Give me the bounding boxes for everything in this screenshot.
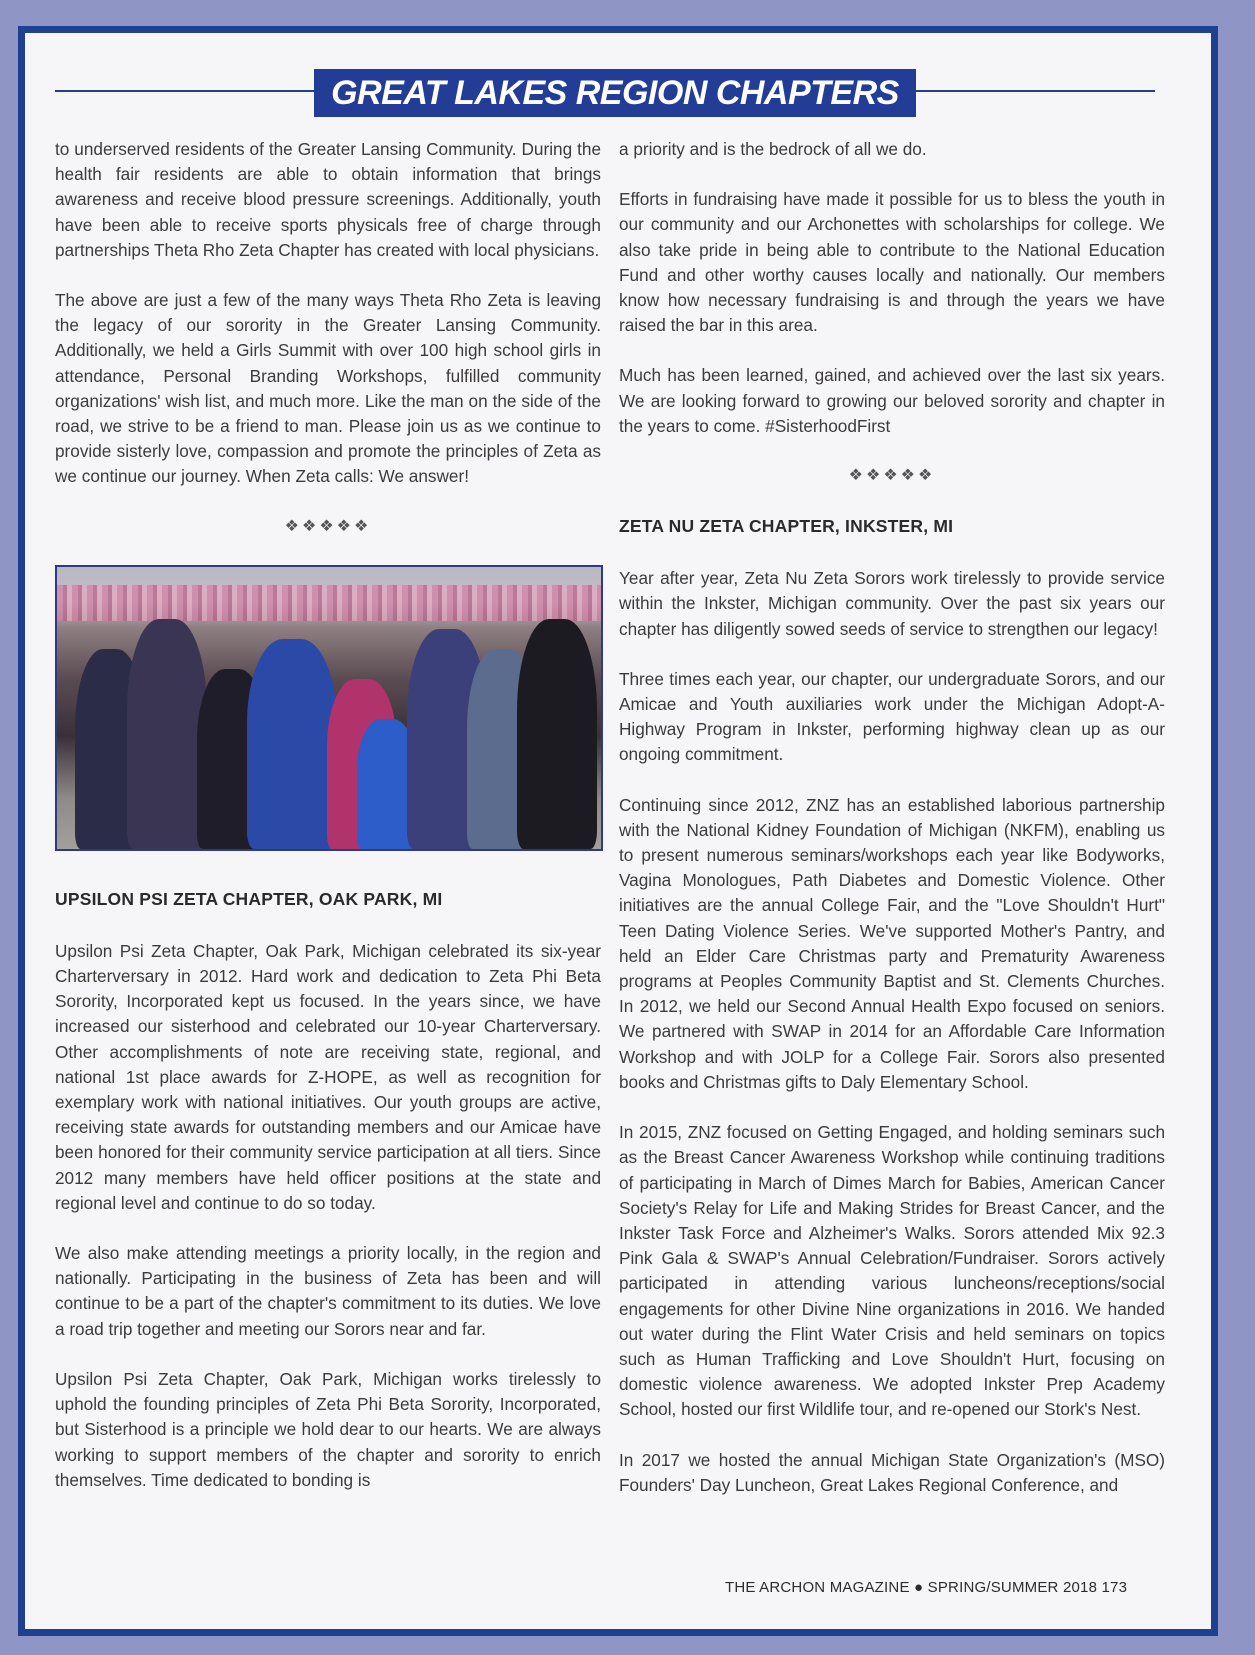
paragraph: Upsilon Psi Zeta Chapter, Oak Park, Michigan celebrated its six-year Charterversary in 2012. Hard work and dedication to Zeta Phi Beta Sorority, Incorporated kept us focused. In the years since, we have increased our sisterhood and celebrated our 10-year Charterversary. Other accomplishments of note are receiving state, regional, and national 1st place awards for Z-HOPE, as well as recognition for exemplary work with national initiatives. Our youth groups are active, receiving state awards for outstanding members and our Amicae have been honored for their community service participation at all tiers. Since 2012 many members have held officer positions at the state and regional level and continue to do so today. [55, 940, 601, 1213]
photo-crowd-background [57, 585, 601, 621]
paragraph: Three times each year, our chapter, our undergraduate Sorors, and our Amicae and Youth auxiliaries work under the Michigan Adopt-A-Highway Program in Inkster, performing highway clean up as our ongoing commitment. [619, 668, 1165, 765]
right-column [619, 137, 1165, 1523]
paragraph: Efforts in fundraising have made it possible for us to bless the youth in our community and our Archonettes with scholarships for college. We also take pride in being able to contribute to the National Education Fund and other worthy causes locally and nationally. Our members know how necessary fundraising is and through the years we have raised the bar in this area. [619, 189, 1165, 336]
banner-rule-left [55, 90, 320, 92]
page-footer: THE ARCHON MAGAZINE ● SPRING/SUMMER 2018 173 [725, 1579, 1128, 1596]
paragraph: The above are just a few of the many ways Theta Rho Zeta is leaving the legacy of our sorority in the Greater Lansing Community. Additionally, we held a Girls Summit with over 100 high school girls in attendance, Personal Branding Workshops, fulfilled community organizations' wish list, and much more. Like the man on the side of the road, we strive to be a friend to man. Please join us as we continue to provide sisterly love, compassion and promote the principles of Zeta as we continue our journey. When Zeta calls: We answer! [55, 290, 601, 487]
paragraph: Year after year, Zeta Nu Zeta Sorors work tirelessly to provide service within the Inkster, Michigan community. Over the past six years our chapter has diligently sowed seeds of service to strengthen our legacy! [619, 568, 1165, 639]
ornament-divider: ❖❖❖❖❖ [848, 467, 936, 485]
photo-figure [247, 639, 337, 849]
section-banner-title: GREAT LAKES REGION CHAPTERS [314, 69, 916, 117]
paragraph: Upsilon Psi Zeta Chapter, Oak Park, Michigan works tirelessly to uphold the founding principles of Zeta Phi Beta Sorority, Incorporated, but Sisterhood is a principle we hold dear to our hearts. We are always working to support members of the chapter and sorority to enrich themselves. Time dedicated to bonding is [55, 1368, 601, 1490]
photo-figure [517, 619, 597, 849]
banner-rule-right [910, 90, 1155, 92]
paragraph: Continuing since 2012, ZNZ has an established laborious partnership with the National Kidney Foundation of Michigan (NKFM), enabling us to present numerous seminars/workshops each year like Bodyworks, Vagina Monologues, Path Diabetes and Domestic Violence. Other initiatives are the annual College Fair, and the "Love Shouldn't Hurt" Teen Dating Violence Series. We've supported Mother's Pantry, and held an Elder Care Christmas party and Prematurity Awareness programs at Peoples Community Baptist and St. Clements Churches. In 2012, we held our Second Annual Health Expo focused on seniors. We partnered with SWAP in 2014 for an Affordable Care Information Workshop and with JOLP for a College Fair. Sorors also presented books and Christmas gifts to Daly Elementary School. [619, 794, 1165, 1092]
left-column [55, 137, 601, 1518]
paragraph: In 2017 we hosted the annual Michigan State Organization's (MSO) Founders' Day Luncheon, Great Lakes Regional Conference, and [619, 1449, 1165, 1495]
paragraph: We also make attending meetings a priority locally, in the region and nationally. Participating in the business of Zeta has been and will continue to be a part of the chapter's commitment to its duties. We love a road trip together and meeting our Sorors near and far. [55, 1243, 601, 1339]
ornament-divider: ❖❖❖❖❖ [284, 517, 372, 535]
page-border [18, 26, 1218, 1636]
section-heading: UPSILON PSI ZETA CHAPTER, OAK PARK, MI [55, 888, 443, 909]
paragraph: to underserved residents of the Greater Lansing Community. During the health fair residents are able to obtain information that brings awareness and receive blood pressure screenings. Additionally, youth have been able to receive sports physicals free of charge through partnerships Theta Rho Zeta Chapter has created with local physicians. [55, 139, 601, 260]
photo-figure [127, 619, 207, 849]
group-photo [55, 565, 603, 851]
paragraph: In 2015, ZNZ focused on Getting Engaged, and holding seminars such as the Breast Cancer Awareness Workshop while continuing traditions of participating in March of Dimes March for Babies, American Cancer Society's Relay for Life and Making Strides for Breast Cancer, and the Inkster Task Force and Alzheimer's Walks. Sorors attended Mix 92.3 Pink Gala & SWAP's Annual Celebration/Fundraiser. Sorors actively participated in attending various luncheons/receptions/social engagements for other Divine Nine organizations in 2016. We handed out water during the Flint Water Crisis and held seminars on topics such as Human Trafficking and Love Shouldn't Hurt, focusing on domestic violence awareness. We adopted Inkster Prep Academy School, hosted our first Wildlife tour, and re-opened our Stork's Nest. [619, 1122, 1165, 1420]
paragraph: Much has been learned, gained, and achieved over the last six years. We are looking forward to growing our beloved sorority and chapter in the years to come. #SisterhoodFirst [619, 365, 1165, 436]
section-heading: ZETA NU ZETA CHAPTER, INKSTER, MI [619, 516, 954, 537]
paragraph: a priority and is the bedrock of all we do. [619, 139, 927, 159]
magazine-page [25, 33, 1211, 1629]
